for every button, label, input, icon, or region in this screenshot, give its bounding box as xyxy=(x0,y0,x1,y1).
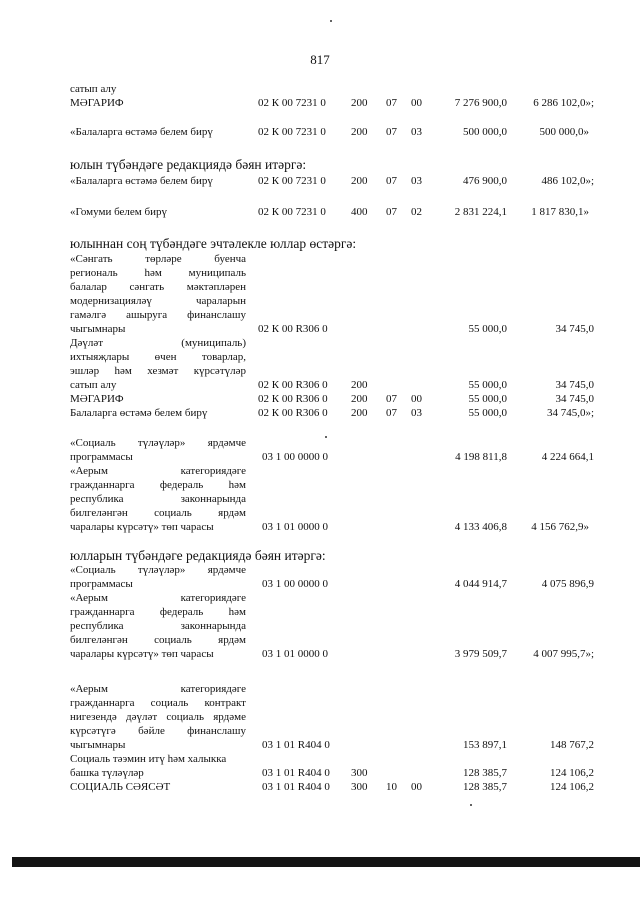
block-line: ихтыяҗлары өчен товарлар, xyxy=(70,351,246,363)
block-line: «Аерым категориядәге xyxy=(70,465,246,477)
row-subsection: 03 xyxy=(411,175,422,187)
row-code: 03 1 01 0000 0 xyxy=(262,521,328,533)
row-value-1: 55 000,0 xyxy=(468,379,507,391)
row-type: 200 xyxy=(351,175,368,187)
row-code: 02 К 00 7231 0 xyxy=(258,206,326,218)
row-value-1: 3 979 509,7 xyxy=(454,648,507,660)
row-code: 03 1 01 R404 0 xyxy=(262,767,330,779)
row-value-2: 486 102,0»; xyxy=(541,175,594,187)
block-line: билгеләнгән социаль ярдәм xyxy=(70,634,246,646)
row-code: 02 К 00 R306 0 xyxy=(258,407,328,419)
row-value-2: 148 767,2 xyxy=(550,739,594,751)
row-value-2: 34 745,0 xyxy=(555,379,594,391)
line-label: сатып алу xyxy=(70,83,117,95)
table-row xyxy=(0,738,640,752)
table-row xyxy=(0,577,640,591)
row-name: СОЦИАЛЬ СӘЯСӘТ xyxy=(70,781,171,793)
row-code: 03 1 01 R404 0 xyxy=(262,781,330,793)
block-line: «Сәнгать төрләре буенча xyxy=(70,253,246,265)
row-name: «Балаларга өстәмә белем бирү xyxy=(70,175,213,187)
block-line: «Социаль түләүләр» ярдәмче xyxy=(70,437,246,449)
row-name: МӘГАРИФ xyxy=(70,97,124,109)
row-value-1: 500 000,0 xyxy=(463,126,507,138)
block-line: гамәлгә ашыруга финанслашу xyxy=(70,309,246,321)
row-type: 300 xyxy=(351,781,368,793)
table-row xyxy=(0,520,640,534)
block-line: региональ һәм муниципаль xyxy=(70,267,246,279)
row-code: 02 К 00 R306 0 xyxy=(258,379,328,391)
row-value-2: 4 007 995,7»; xyxy=(533,648,594,660)
row-value-2: 4 156 762,9» xyxy=(531,521,589,533)
row-value-2: 6 286 102,0»; xyxy=(533,97,594,109)
row-type: 200 xyxy=(351,379,368,391)
table-row xyxy=(0,450,640,464)
row-type: 200 xyxy=(351,393,368,405)
row-value-2: 34 745,0 xyxy=(555,393,594,405)
block-line: эшләр һәм хезмәт күрсәтүләр xyxy=(70,365,246,377)
row-type: 200 xyxy=(351,97,368,109)
row-code: 02 К 00 7231 0 xyxy=(258,97,326,109)
block-line: «Аерым категориядәге xyxy=(70,592,246,604)
row-name: чыгымнары xyxy=(70,323,126,335)
block-line: билгеләнгән социаль ярдәм xyxy=(70,507,246,519)
table-row xyxy=(0,322,640,336)
block-line: республика законнарында xyxy=(70,620,246,632)
row-code: 02 К 00 7231 0 xyxy=(258,126,326,138)
row-type: 300 xyxy=(351,767,368,779)
row-value-1: 55 000,0 xyxy=(468,393,507,405)
row-type: 400 xyxy=(351,206,368,218)
row-name: чыгымнары xyxy=(70,739,126,751)
row-value-2: 1 817 830,1» xyxy=(531,206,589,218)
row-subsection: 00 xyxy=(411,97,422,109)
row-subsection: 03 xyxy=(411,126,422,138)
row-code: 03 1 00 0000 0 xyxy=(262,578,328,590)
block-line: нигезендә дәүләт социаль ярдәме xyxy=(70,711,246,723)
row-section: 07 xyxy=(386,393,397,405)
block-line: «Аерым категориядәге xyxy=(70,683,246,695)
row-value-2: 34 745,0 xyxy=(555,323,594,335)
text-block xyxy=(70,436,246,450)
row-type: 200 xyxy=(351,126,368,138)
table-row xyxy=(0,406,640,420)
row-code: 03 1 00 0000 0 xyxy=(262,451,328,463)
row-value-1: 153 897,1 xyxy=(463,739,507,751)
row-section: 07 xyxy=(386,206,397,218)
table-row xyxy=(0,205,640,219)
text-line xyxy=(0,82,640,96)
row-value-1: 4 044 914,7 xyxy=(454,578,507,590)
row-value-1: 55 000,0 xyxy=(468,407,507,419)
scan-border-bar xyxy=(12,857,640,867)
row-value-2: 34 745,0»; xyxy=(546,407,594,419)
row-name: чаралары күрсәтү» төп чарасы xyxy=(70,521,214,533)
row-name: «Гомуми белем бирү xyxy=(70,206,167,218)
row-name: программасы xyxy=(70,451,133,463)
page-number: 817 xyxy=(310,52,330,67)
text-block xyxy=(70,252,246,322)
row-subsection: 03 xyxy=(411,407,422,419)
block-line: гражданнарга федераль һәм xyxy=(70,479,246,491)
row-section: 07 xyxy=(386,126,397,138)
row-name: «Балаларга өстәмә белем бирү xyxy=(70,126,213,138)
section-heading: юлларын түбәндәге редакциядә бәян итәргә: xyxy=(70,548,326,563)
section-heading: юлыннан соң түбәндәге эчтәлекле юллар өстәргә: xyxy=(70,236,357,251)
row-name: Балаларга өстәмә белем бирү xyxy=(70,407,208,419)
table-row xyxy=(0,174,640,188)
block-line: гражданнарга социаль контракт xyxy=(70,697,246,709)
scan-speck xyxy=(325,436,327,438)
row-value-2: 4 224 664,1 xyxy=(541,451,594,463)
table-row xyxy=(0,378,640,392)
row-value-1: 55 000,0 xyxy=(468,323,507,335)
row-type: 200 xyxy=(351,407,368,419)
row-code: 02 К 00 R306 0 xyxy=(258,393,328,405)
row-code: 03 1 01 R404 0 xyxy=(262,739,330,751)
row-name: чаралары күрсәтү» төп чарасы xyxy=(70,648,214,660)
text-block xyxy=(70,464,246,520)
block-line: Дәүләт (муниципаль) xyxy=(70,337,246,349)
row-section: 07 xyxy=(386,407,397,419)
text-line xyxy=(0,752,640,766)
text-block xyxy=(70,336,246,378)
row-value-1: 7 276 900,0 xyxy=(454,97,507,109)
row-section: 10 xyxy=(386,781,397,793)
block-line: «Социаль түләүләр» ярдәмче xyxy=(70,564,246,576)
row-section: 07 xyxy=(386,175,397,187)
row-value-1: 2 831 224,1 xyxy=(454,206,507,218)
row-subsection: 00 xyxy=(411,393,422,405)
table-row xyxy=(0,392,640,406)
scan-speck xyxy=(330,20,332,22)
row-subsection: 00 xyxy=(411,781,422,793)
row-value-1: 4 133 406,8 xyxy=(454,521,507,533)
table-row xyxy=(0,766,640,780)
row-code: 02 К 00 7231 0 xyxy=(258,175,326,187)
row-code: 02 К 00 R306 0 xyxy=(258,323,328,335)
row-value-1: 128 385,7 xyxy=(463,781,507,793)
row-code: 03 1 01 0000 0 xyxy=(262,648,328,660)
row-value-1: 4 198 811,8 xyxy=(455,451,507,463)
row-value-2: 4 075 896,9 xyxy=(541,578,594,590)
row-name: башка түләүләр xyxy=(70,767,144,779)
row-value-1: 128 385,7 xyxy=(463,767,507,779)
block-line: гражданнарга федераль һәм xyxy=(70,606,246,618)
row-value-1: 476 900,0 xyxy=(463,175,507,187)
table-row xyxy=(0,125,640,139)
scan-speck xyxy=(470,804,472,806)
table-row xyxy=(0,96,640,110)
row-value-2: 124 106,2 xyxy=(550,767,594,779)
table-row xyxy=(0,647,640,661)
section-heading: юлын түбәндәге редакциядә бәян итәргә: xyxy=(70,157,307,172)
block-line: күрсәтүгә бәйле финанслашу xyxy=(70,725,246,737)
row-value-2: 124 106,2 xyxy=(550,781,594,793)
row-name: МӘГАРИФ xyxy=(70,393,124,405)
block-line: балалар сәнгать мәктәпләрен xyxy=(70,281,246,293)
row-name: сатып алу xyxy=(70,379,117,391)
row-name: программасы xyxy=(70,578,133,590)
row-section: 07 xyxy=(386,97,397,109)
text-block xyxy=(70,682,246,738)
line-label: Социаль тәэмин итү һәм халыкка xyxy=(70,753,227,765)
row-subsection: 02 xyxy=(411,206,422,218)
text-block xyxy=(70,563,246,577)
row-value-2: 500 000,0» xyxy=(539,126,589,138)
table-row xyxy=(0,780,640,794)
block-line: республика законнарында xyxy=(70,493,246,505)
text-block xyxy=(70,591,246,647)
block-line: модернизацияләү чараларын xyxy=(70,295,246,307)
